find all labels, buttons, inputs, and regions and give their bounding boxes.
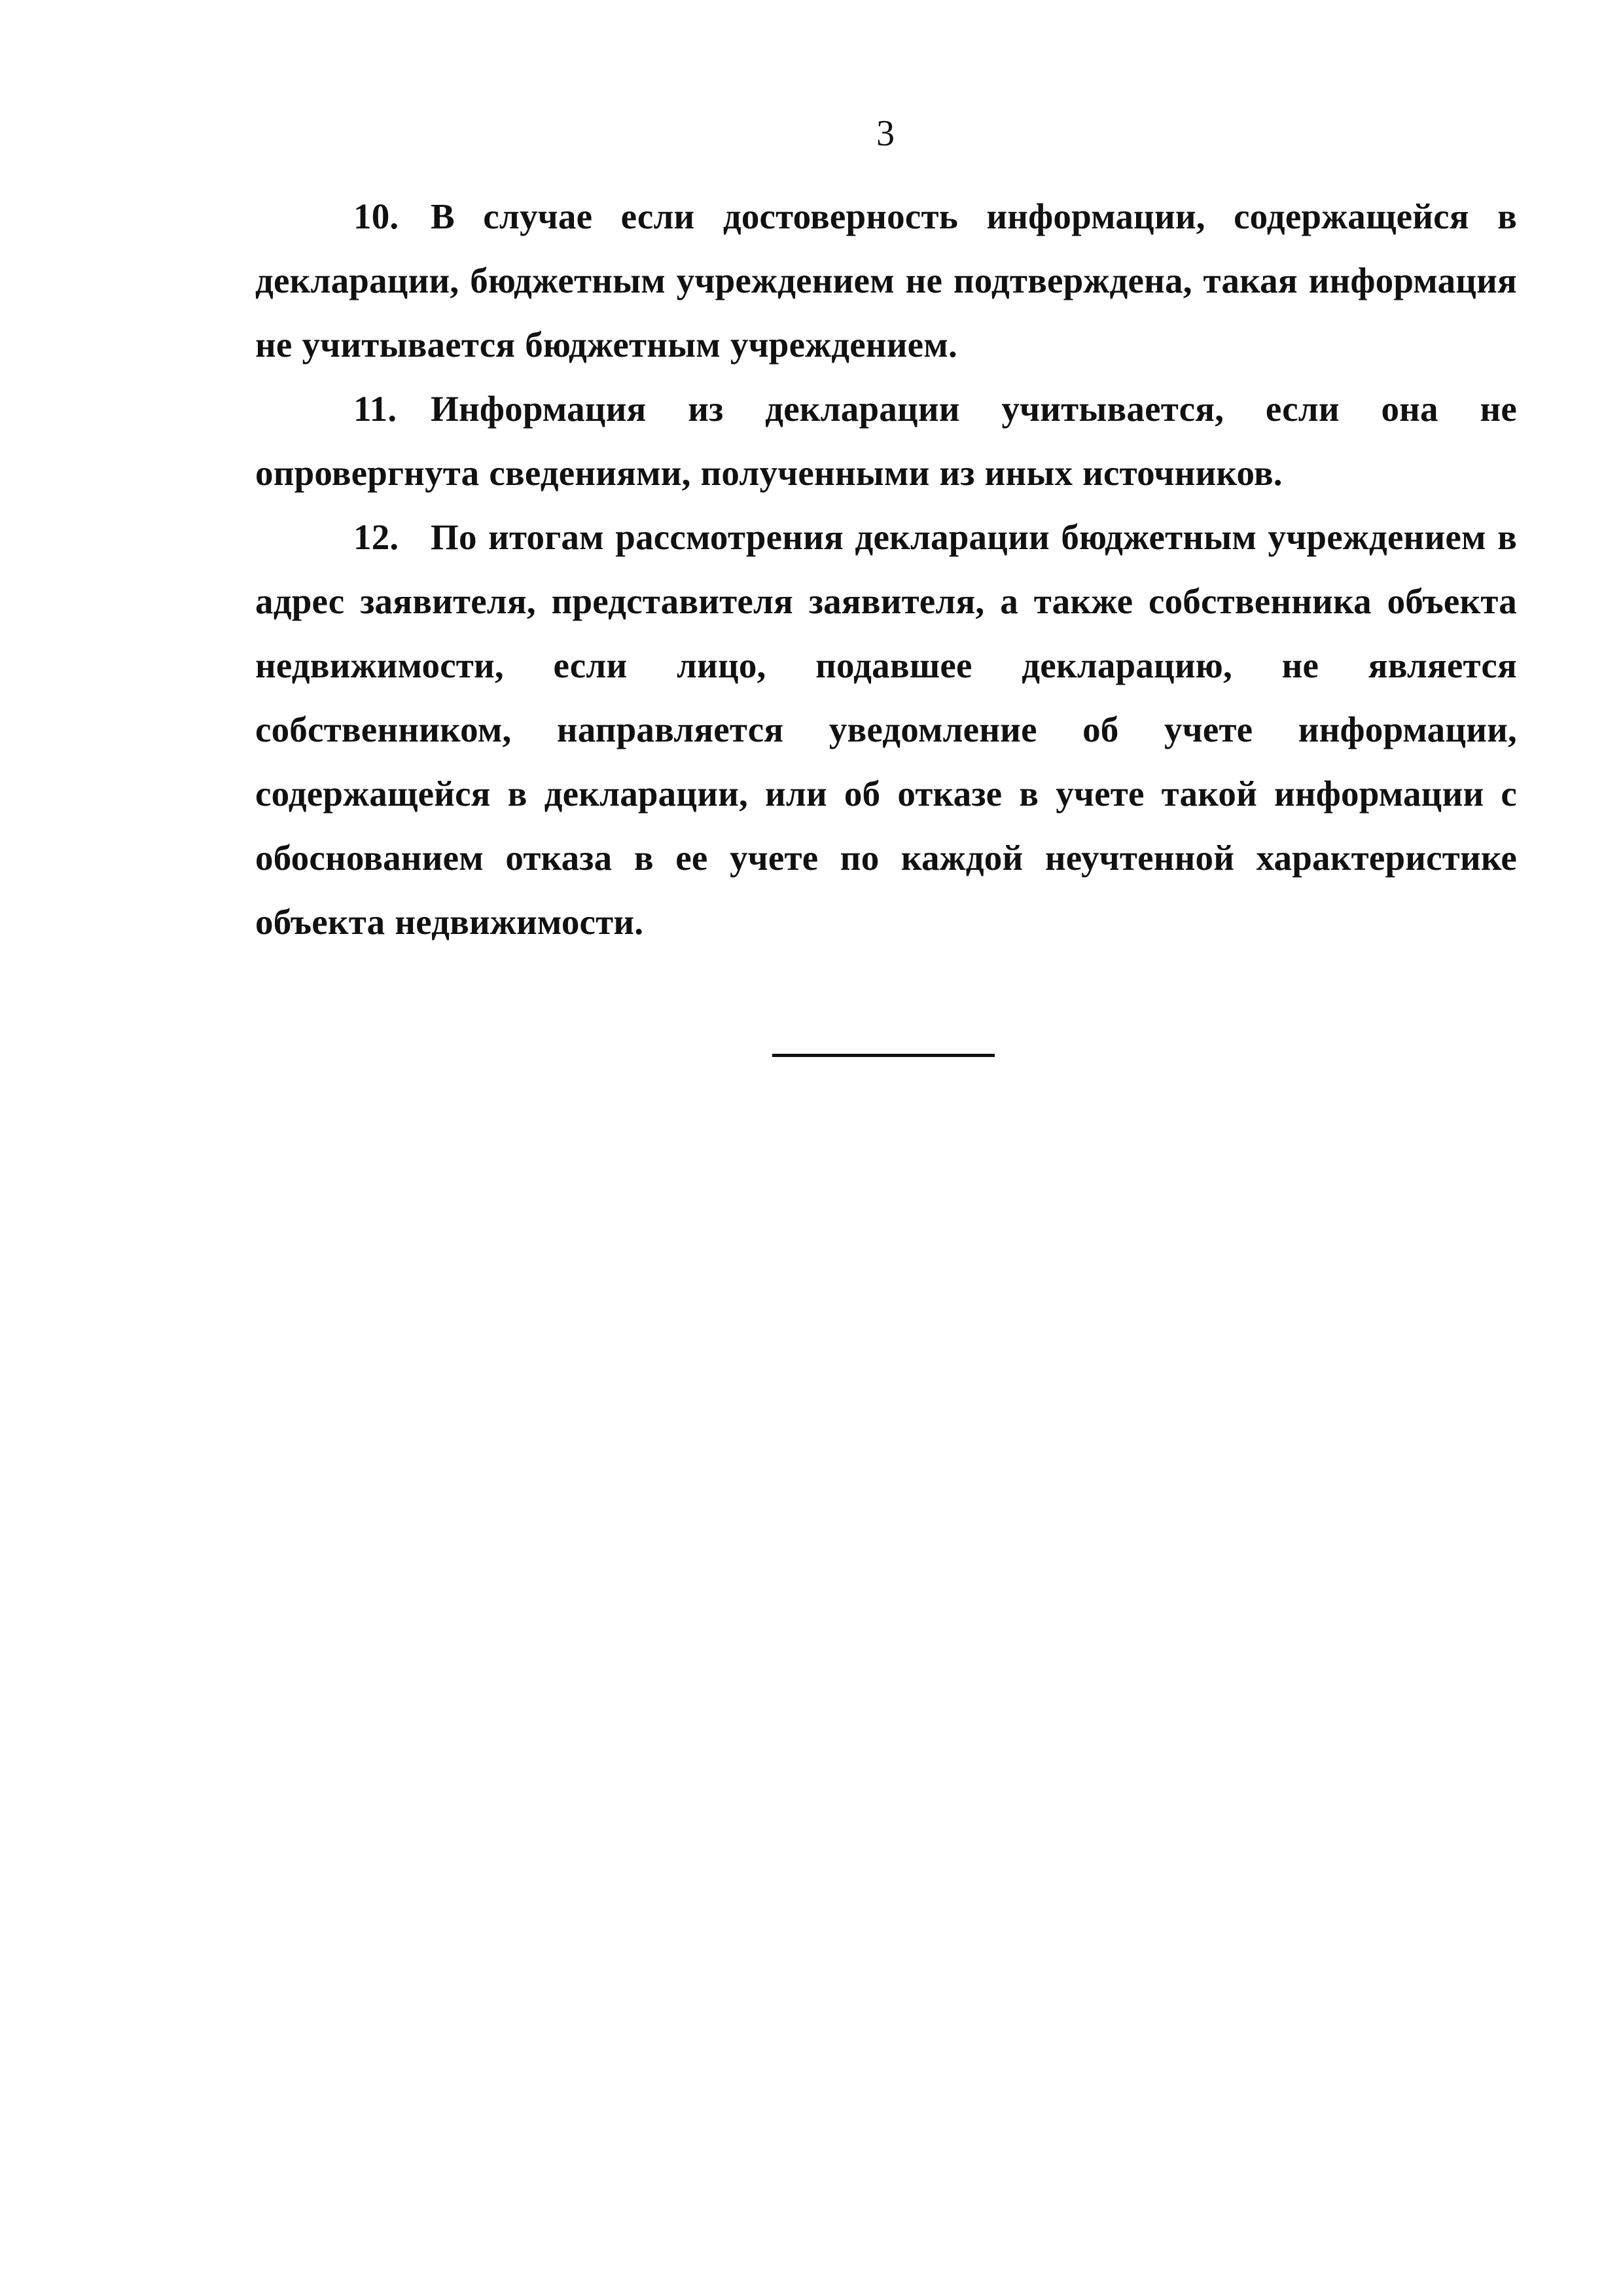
document-body: [255, 185, 1517, 954]
page-number: 3: [876, 113, 895, 154]
paragraph-number: 10.: [353, 196, 399, 236]
paragraph-number: 11.: [353, 389, 397, 429]
paragraph-11: [255, 377, 1517, 505]
closing-divider: [772, 1054, 995, 1057]
paragraph-12: [255, 505, 1517, 954]
paragraph-number: 12.: [353, 517, 399, 557]
paragraph-text: По итогам рассмотрения декларации бюджетным учреждением в адрес заявителя, представителя заявителя, а также собственника объекта недвижимости, если лицо, подавшее декларацию, не является собственником, направляется уведомление об учете информации, содержащейся в декларации, или об отказе в учете такой информации с обоснованием отказа в ее учете по каждой неучтенной характеристике объекта недвижимости.: [255, 517, 1517, 942]
paragraph-10: [255, 185, 1517, 377]
paragraph-text: Информация из декларации учитывается, если она не опровергнута сведениями, полученными из иных источников.: [255, 389, 1517, 493]
paragraph-text: В случае если достоверность информации, содержащейся в декларации, бюджетным учреждением не подтверждена, такая информация не учитывается бюджетным учреждением.: [255, 196, 1517, 365]
